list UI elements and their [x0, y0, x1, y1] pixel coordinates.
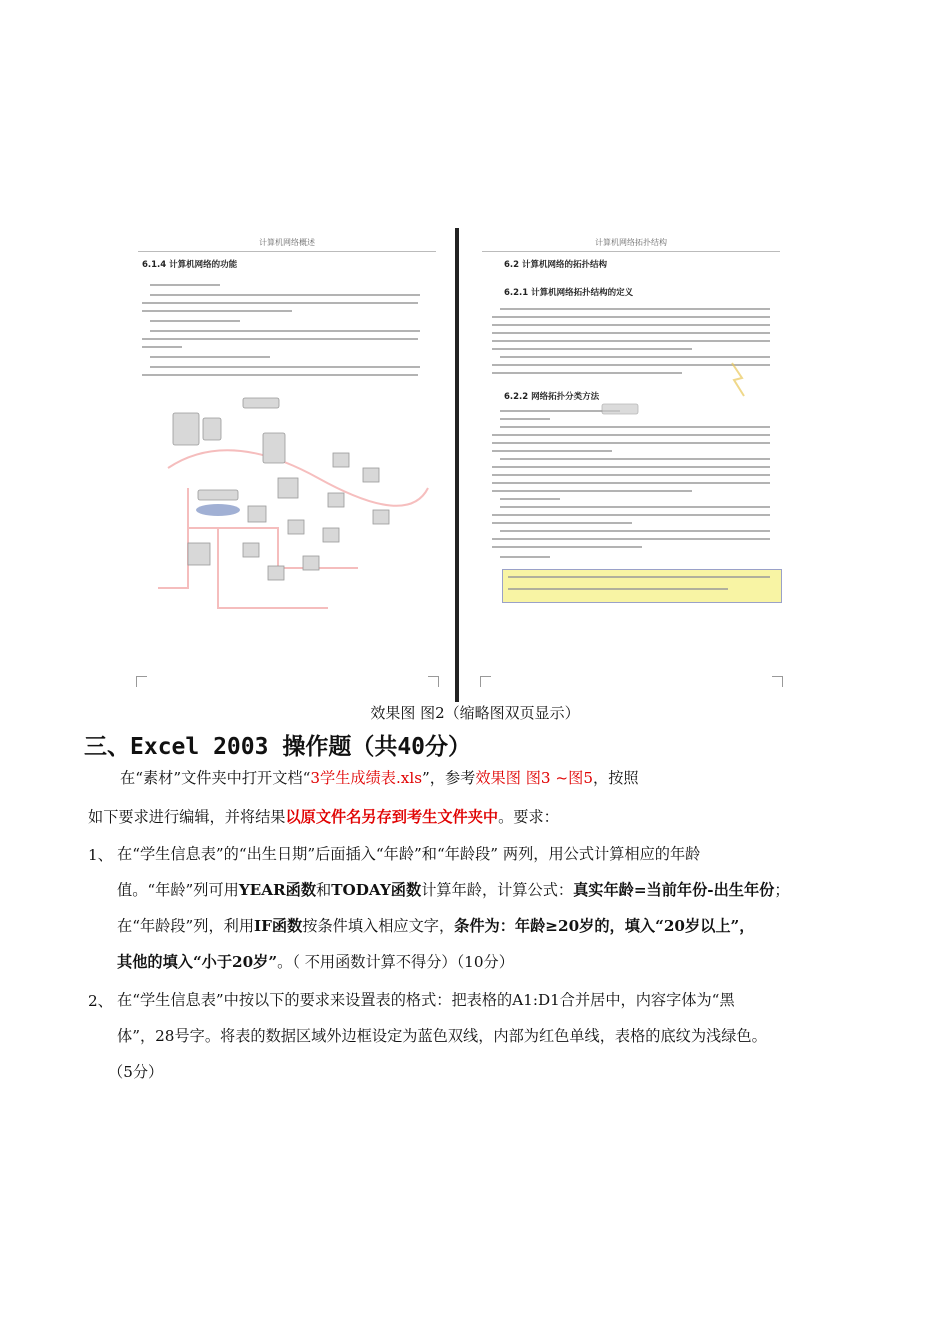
item-number: 2、 — [88, 992, 113, 1010]
item-text: 值。“年龄”列可用 — [117, 881, 239, 899]
intro-line-1 — [120, 760, 639, 796]
figure-caption: 效果图 图2（缩略图双页显示） — [370, 704, 580, 722]
item-2-line-2: 体”，28号字。将表的数据区域外边框设定为蓝色双线，内部为红色单线，表格的底纹为浅绿色。 — [117, 1027, 767, 1045]
intro-text: ”，参考 — [422, 769, 476, 787]
save-instruction: 以原文件名另存到考生文件夹中 — [285, 808, 499, 826]
right-page-heading-3: 6.2.2 网络拓扑分类方法 — [504, 392, 600, 402]
page-corner-mark — [136, 676, 147, 687]
section-title: 三、Excel 2003 操作题（共40分） — [84, 734, 472, 760]
item-2-line-1: 在“学生信息表”中按以下的要求来设置表的格式：把表格的A1:D1合并居中，内容字体为“黑 — [117, 991, 735, 1009]
item-text: ； — [774, 881, 790, 899]
intro-text: 。要求： — [498, 808, 559, 826]
intro-line-2 — [88, 799, 559, 835]
item-1-line-2 — [117, 872, 790, 908]
figure-reference: 效果图 图3 ~图5 — [475, 769, 593, 787]
intro-text: 在“素材”文件夹中打开文档“ — [120, 769, 311, 787]
item-1-line-3 — [117, 908, 754, 944]
page-corner-mark — [772, 676, 783, 687]
intro-text: ，按照 — [593, 769, 639, 787]
right-page-heading-2: 6.2.1 计算机网络拓扑结构的定义 — [504, 288, 634, 298]
formula: 真实年龄=当前年份-出生年份 — [573, 881, 775, 899]
thumbnail-figure — [128, 228, 788, 698]
item-text: 按条件填入相应文字， — [302, 917, 455, 935]
item-text: 在“年龄段”列，利用 — [117, 917, 255, 935]
condition-text: 其他的填入“小于20岁” — [117, 953, 278, 971]
function-name: YEAR函数 — [238, 881, 317, 899]
right-page-thumbnail — [472, 228, 790, 690]
left-page-thumbnail — [128, 228, 446, 690]
function-name: TODAY函数 — [331, 881, 422, 899]
item-number: 1、 — [88, 846, 113, 864]
intro-text: 如下要求进行编辑，并将结果 — [88, 808, 286, 826]
left-page-heading: 6.1.4 计算机网络的功能 — [142, 260, 238, 270]
page-corner-mark — [428, 676, 439, 687]
item-text: 和 — [316, 881, 332, 899]
page-divider — [455, 228, 459, 702]
item-text: 计算年龄，计算公式： — [421, 881, 574, 899]
network-diagram — [128, 228, 446, 690]
page-corner-mark — [480, 676, 491, 687]
item-2-line-3: （5分） — [108, 1063, 164, 1081]
item-1-line-1: 在“学生信息表”的“出生日期”后面插入“年龄”和“年龄段” 两列，用公式计算相应的年龄 — [117, 845, 701, 863]
right-page-heading-1: 6.2 计算机网络的拓扑结构 — [504, 260, 608, 270]
right-page-header: 计算机网络拓扑结构 — [482, 237, 780, 252]
left-page-header: 计算机网络概述 — [138, 237, 436, 252]
condition-text: 条件为：年龄≥20岁的，填入“20岁以上”， — [454, 917, 755, 935]
function-name: IF函数 — [254, 917, 303, 935]
router-graphic — [472, 228, 790, 690]
item-1-line-4 — [117, 944, 514, 980]
item-text: 。（ 不用函数计算不得分）（10分） — [277, 953, 514, 971]
file-name: 3学生成绩表.xls — [310, 769, 423, 787]
